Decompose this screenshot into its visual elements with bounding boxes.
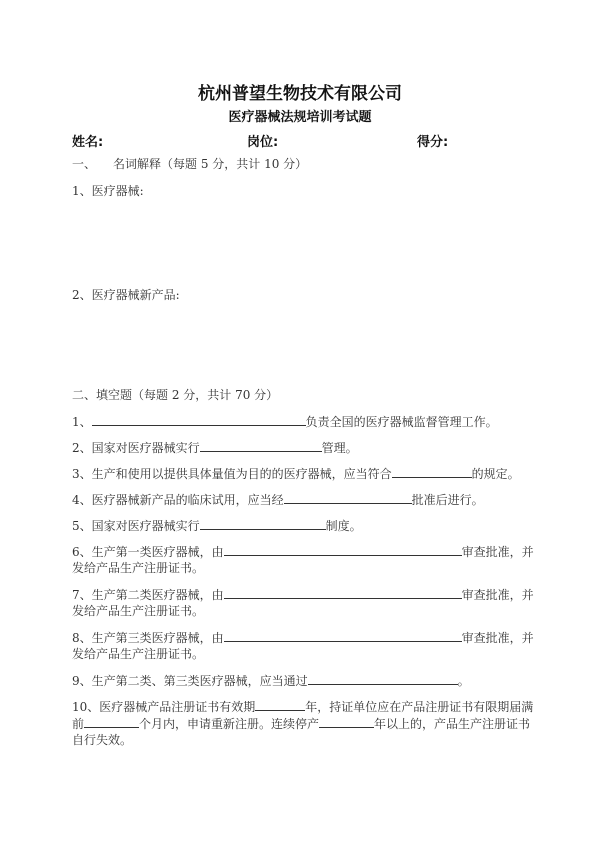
q10-part-b: 年，持证单位应在产品注册证书有限期届满 — [305, 700, 534, 714]
q5-prefix: 5、国家对医疗器械实行 — [72, 519, 200, 533]
company-name: 杭州普望生物技术有限公司 — [198, 84, 402, 104]
position-label: 岗位: — [247, 135, 279, 150]
question-6 — [72, 543, 534, 560]
q10-part-c: 前 — [72, 717, 85, 731]
section2-title: 二、填空题（每题 2 分，共计 70 分） — [72, 388, 279, 402]
q2-blank[interactable] — [200, 439, 322, 452]
q2-prefix: 2、国家对医疗器械实行 — [72, 441, 200, 455]
q10-part-e: 年以上的，产品生产注册证书 — [374, 717, 531, 731]
q10-line3: 自行失效。 — [72, 733, 133, 747]
q3-prefix: 3、生产和使用以提供具体量值为目的的医疗器械，应当符合 — [72, 467, 392, 481]
q6-prefix: 6、生产第一类医疗器械，由 — [72, 545, 224, 559]
q4-prefix: 4、医疗器械新产品的临床试用，应当经 — [72, 493, 284, 507]
q1-prefix: 1、 — [72, 415, 92, 429]
q8-prefix: 8、生产第三类医疗器械，由 — [72, 631, 224, 645]
q10-part-d: 个月内，申请重新注册。连续停产 — [139, 717, 320, 731]
definition-item-1: 1、医疗器械: — [72, 184, 144, 198]
q6-blank[interactable] — [224, 543, 462, 556]
q4-blank[interactable] — [284, 491, 412, 504]
question-9 — [72, 672, 470, 689]
section1-number: 一、 — [72, 157, 97, 171]
q10-blank-months[interactable] — [84, 715, 139, 728]
name-label: 姓名: — [72, 135, 104, 150]
question-8 — [72, 629, 534, 646]
q1-blank[interactable] — [92, 413, 306, 426]
definition-item-2: 2、医疗器械新产品: — [72, 288, 180, 302]
q3-suffix: 的规定。 — [471, 467, 520, 481]
question-2 — [72, 439, 358, 456]
question-1 — [72, 413, 498, 430]
q10-part-a: 10、医疗器械产品注册证书有效期 — [72, 700, 256, 714]
question-10-line2 — [72, 715, 530, 732]
q6-line2: 发给产品生产注册证书。 — [72, 561, 205, 575]
score-label: 得分: — [417, 135, 449, 150]
q7-line2: 发给产品生产注册证书。 — [72, 604, 205, 618]
question-10-line1 — [72, 698, 533, 715]
q7-blank[interactable] — [224, 586, 462, 599]
q7-prefix: 7、生产第二类医疗器械，由 — [72, 588, 224, 602]
q8-line2: 发给产品生产注册证书。 — [72, 647, 205, 661]
q5-blank[interactable] — [200, 517, 326, 530]
q1-suffix: 负责全国的医疗器械监督管理工作。 — [305, 415, 498, 429]
q8-blank[interactable] — [224, 629, 462, 642]
q7-suffix: 审查批准，并 — [461, 588, 534, 602]
q4-suffix: 批准后进行。 — [411, 493, 484, 507]
q9-suffix: 。 — [457, 674, 470, 688]
q9-prefix: 9、生产第二类、第三类医疗器械，应当通过 — [72, 674, 308, 688]
section1-title: 名词解释（每题 5 分，共计 10 分） — [113, 157, 308, 171]
question-4 — [72, 491, 484, 508]
q10-blank-stop-years[interactable] — [319, 715, 374, 728]
q10-blank-years[interactable] — [255, 698, 305, 711]
q3-blank[interactable] — [392, 465, 472, 478]
q2-suffix: 管理。 — [321, 441, 358, 455]
q8-suffix: 审查批准，并 — [461, 631, 534, 645]
exam-title: 医疗器械法规培训考试题 — [228, 110, 372, 125]
q5-suffix: 制度。 — [325, 519, 362, 533]
q6-suffix: 审查批准，并 — [461, 545, 534, 559]
question-7 — [72, 586, 534, 603]
question-3 — [72, 465, 520, 482]
q9-blank[interactable] — [308, 672, 458, 685]
question-5 — [72, 517, 362, 534]
